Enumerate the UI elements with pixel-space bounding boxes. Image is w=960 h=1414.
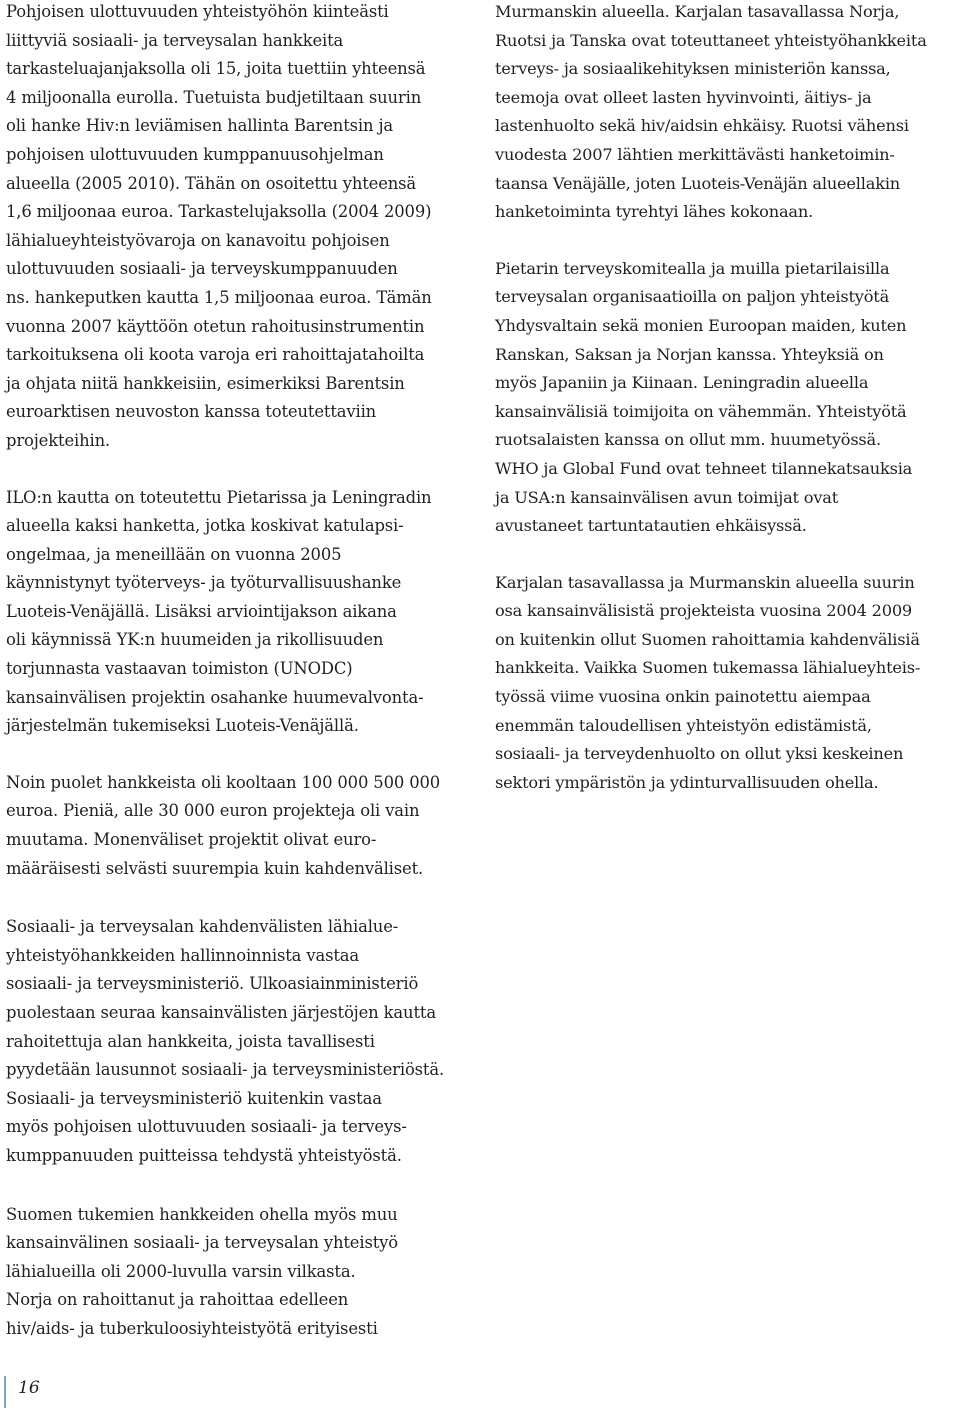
paragraph-administration: Sosiaali- ja terveysalan kahdenvälisten lähialue- yhteistyöhankkeiden hallinnoinnista vastaa sosiaali- ja terveysministeriö. Ulkoasiainministeriö puolestaan seuraa kansainvälisten järjestöjen kautta rahoitettuja alan hankkeita, joista tavallisesti pyydetään lausunnot sosiaali- ja terveysministeriöstä. Sosiaali- ja terveysministeriö kuitenkin vastaa myös pohjoisen ulottuvuuden sosiaali- ja terveys- kumppanuuden puitteissa tehdystä yhteistyöstä. (6, 917, 445, 1165)
page-footer (0, 1376, 60, 1408)
paragraph-project-funding: Pohjoisen ulottuvuuden yhteistyöhön kiinteästi liittyviä sosiaali- ja terveysalan hankkeita tarkasteluajanjaksolla oli 15, joita tuettiin yhteensä 4 miljoonalla eurolla. Tuetuista budjetiltaan suurin oli hanke Hiv:n leviämisen hallinta Barentsin ja pohjoisen ulottuvuuden kumppanuusohjelman alueella (2005 2010). Tähän on osoitettu yhteensä 1,6 miljoonaa euroa. Tarkastelujaksolla (2004 2009) lähialueyhteistyövaroja on kanavoitu pohjoisen ulottuvuuden sosiaali- ja terveyskumppanuuden ns. hankeputken kautta 1,5 miljoonaa euroa. Tämän vuonna 2007 käyttöön otetun rahoitusinstrumentin tarkoituksena oli koota varoja eri rahoittajatahoilta ja ohjata niitä hankkeisiin, esimerkiksi Barentsin euroarktisen neuvoston kanssa toteutettaviin projekteihin. (6, 2, 432, 450)
left-column (6, 0, 474, 1372)
paragraph-international-cooperation: Suomen tukemien hankkeiden ohella myös muu kansainvälinen sosiaali- ja terveysalan yhteistyö lähialueilla oli 2000-luvulla varsin vilkasta. Norja on rahoittanut ja rahoittaa edelleen hiv/aids- ja tuberkuloosiyhteistyötä erityisesti (6, 1204, 398, 1338)
paragraph-ilo-projects: ILO:n kautta on toteutettu Pietarissa ja Leningradin alueella kaksi hanketta, jotka koskivat katulapsi- ongelmaa, ja meneillään on vuonna 2005 käynnistynyt työterveys- ja työturvallisuushanke Luoteis-Venäjällä. Lisäksi arviointijakson aikana oli käynnissä YK:n huumeiden ja rikollisuuden torjunnasta vastaavan toimiston (UNODC) kansainvälisen projektin osahanke huumevalvonta- järjestelmän tukemiseksi Luoteis-Venäjällä. (6, 487, 432, 736)
footer-rule (4, 1376, 6, 1408)
page-number: 16 (18, 1378, 40, 1398)
paragraph-murmansk-karelia: Murmanskin alueella. Karjalan tasavallassa Norja, Ruotsi ja Tanska ovat toteuttaneet yhteistyöhankkeita terveys- ja sosiaalikehityksen ministeriön kanssa, teemoja ovat olleet lasten hyvinvointi, äitiys- ja lastenhuolto sekä hiv/aidsin ehkäisy. Ruotsi vähensi vuodesta 2007 lähtien merkittävästi hanketoimin- taansa Venäjälle, joten Luoteis-Venäjän alueellakin hanketoiminta tyrehtyi lähes kokonaan. (495, 2, 927, 222)
paragraph-project-sizes: Noin puolet hankkeista oli kooltaan 100 000 500 000 euroa. Pieniä, alle 30 000 euron projekteja oli vain muutama. Monenväliset projektit olivat euro- määräisesti selvästi suurempia kuin kahdenväliset. (6, 772, 441, 878)
right-column (495, 0, 957, 825)
paragraph-finnish-funding: Karjalan tasavallassa ja Murmanskin alueella suurin osa kansainvälisistä projekteista vuosina 2004 2009 on kuitenkin ollut Suomen rahoittamia kahdenvälisiä hankkeita. Vaikka Suomen tukemassa lähialueyhteis- työssä viime vuosina onkin painotettu aiempaa enemmän taloudellisen yhteistyön edistämistä, sosiaali- ja terveydenhuolto on ollut yksi keskeinen sektori ympäristön ja ydinturvallisuuden ohella. (495, 572, 921, 792)
paragraph-st-petersburg: Pietarin terveyskomitealla ja muilla pietarilaisilla terveysalan organisaatioilla on paljon yhteistyötä Yhdysvaltain sekä monien Euroopan maiden, kuten Ranskan, Saksan ja Norjan kanssa. Yhteyksiä on myös Japaniin ja Kiinaan. Leningradin alueella kansainvälisiä toimijoita on vähemmän. Yhteistyötä ruotsalaisten kanssa on ollut mm. huumetyössä. WHO ja Global Fund ovat tehneet tilannekatsauksia ja USA:n kansainvälisen avun toimijat ovat avustaneet tartuntatautien ehkäisyssä. (495, 258, 913, 536)
